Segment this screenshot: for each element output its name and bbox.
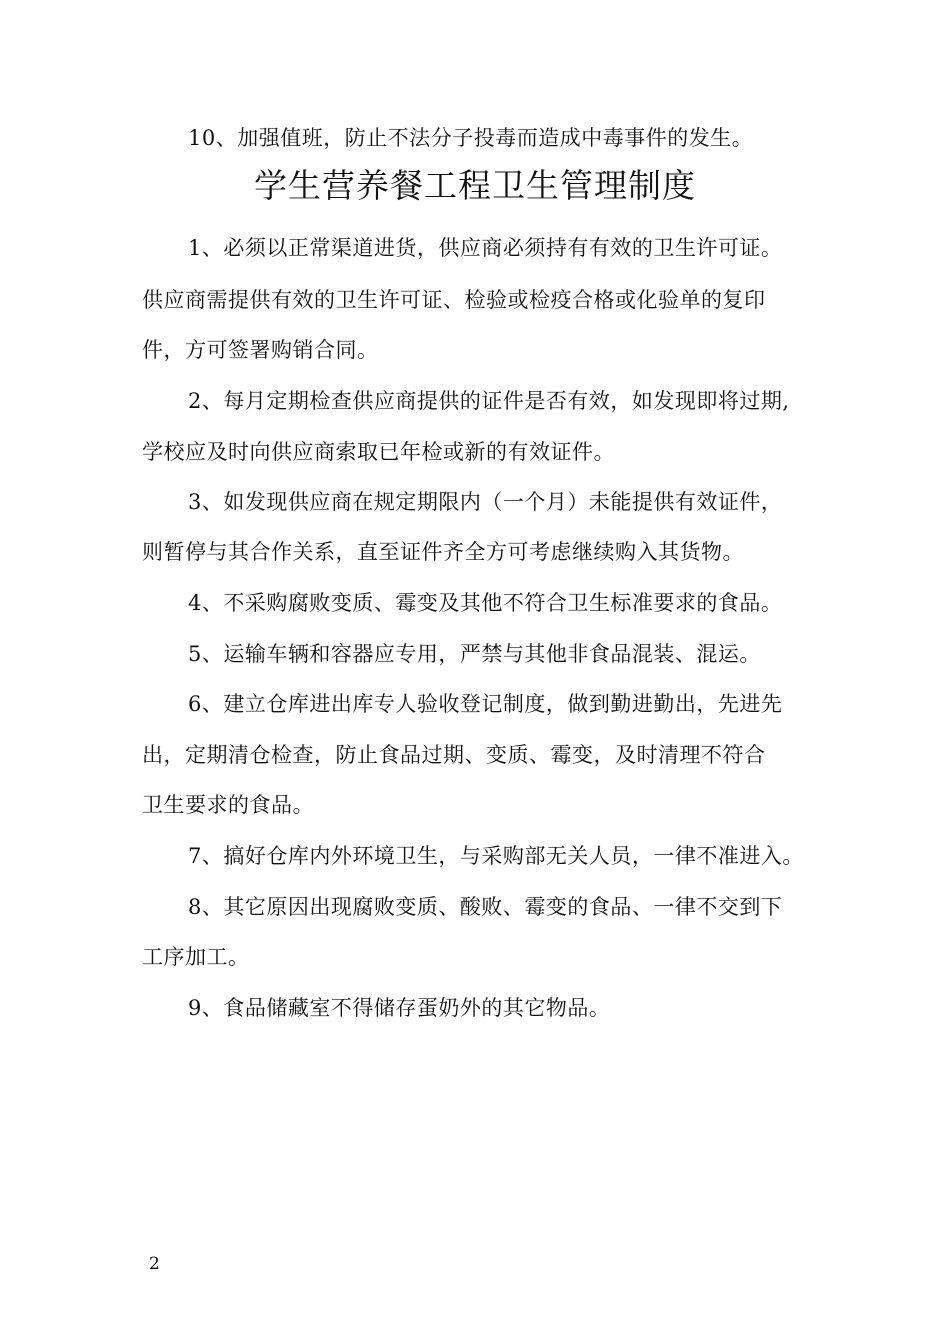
paragraph-line: 9、食品储藏室不得储存蛋奶外的其它物品。 [188, 996, 611, 1020]
paragraph-line: 2、每月定期检查供应商提供的证件是否有效，如发现即将过期, [188, 389, 790, 413]
paragraph-line: 件，方可签署购销合同。 [142, 338, 379, 362]
page-number: 2 [149, 1254, 160, 1274]
paragraph-line: 则暂停与其合作关系，直至证件齐全方可考虑继续购入其货物。 [142, 540, 744, 564]
paragraph-line: 5、运输车辆和容器应专用，严禁与其他非食品混装、混运。 [188, 642, 761, 666]
document-title: 学生营养餐工程卫生管理制度 [254, 166, 696, 205]
paragraph-line: 4、不采购腐败变质、霉变及其他不符合卫生标准要求的食品。 [188, 591, 783, 615]
paragraph-line: 6、建立仓库进出库专人验收登记制度，做到勤进勤出，先进先 [188, 692, 783, 716]
paragraph-line: 工序加工。 [142, 945, 250, 969]
paragraph-line: 卫生要求的食品。 [142, 793, 314, 817]
paragraph-line: 3、如发现供应商在规定期限内（一个月）未能提供有效证件， [188, 490, 783, 514]
paragraph-line: 7、搞好仓库内外环境卫生，与采购部无关人员，一律不准进入。 [188, 844, 804, 868]
paragraph-line: 供应商需提供有效的卫生许可证、检验或检疫合格或化验单的复印 [142, 288, 766, 312]
paragraph-line: 8、其它原因出现腐败变质、酸败、霉变的食品、一律不交到下 [188, 895, 783, 919]
paragraph-line: 学校应及时向供应商索取已年检或新的有效证件。 [142, 440, 615, 464]
paragraph-line: 1、必须以正常渠道进货，供应商必须持有有效的卫生许可证。 [188, 236, 783, 260]
paragraph-item-10: 10、加强值班，防止不法分子投毒而造成中毒事件的发生。 [188, 126, 754, 150]
paragraph-line: 出，定期清仓检查，防止食品过期、变质、霉变，及时清理不符合 [142, 743, 766, 767]
